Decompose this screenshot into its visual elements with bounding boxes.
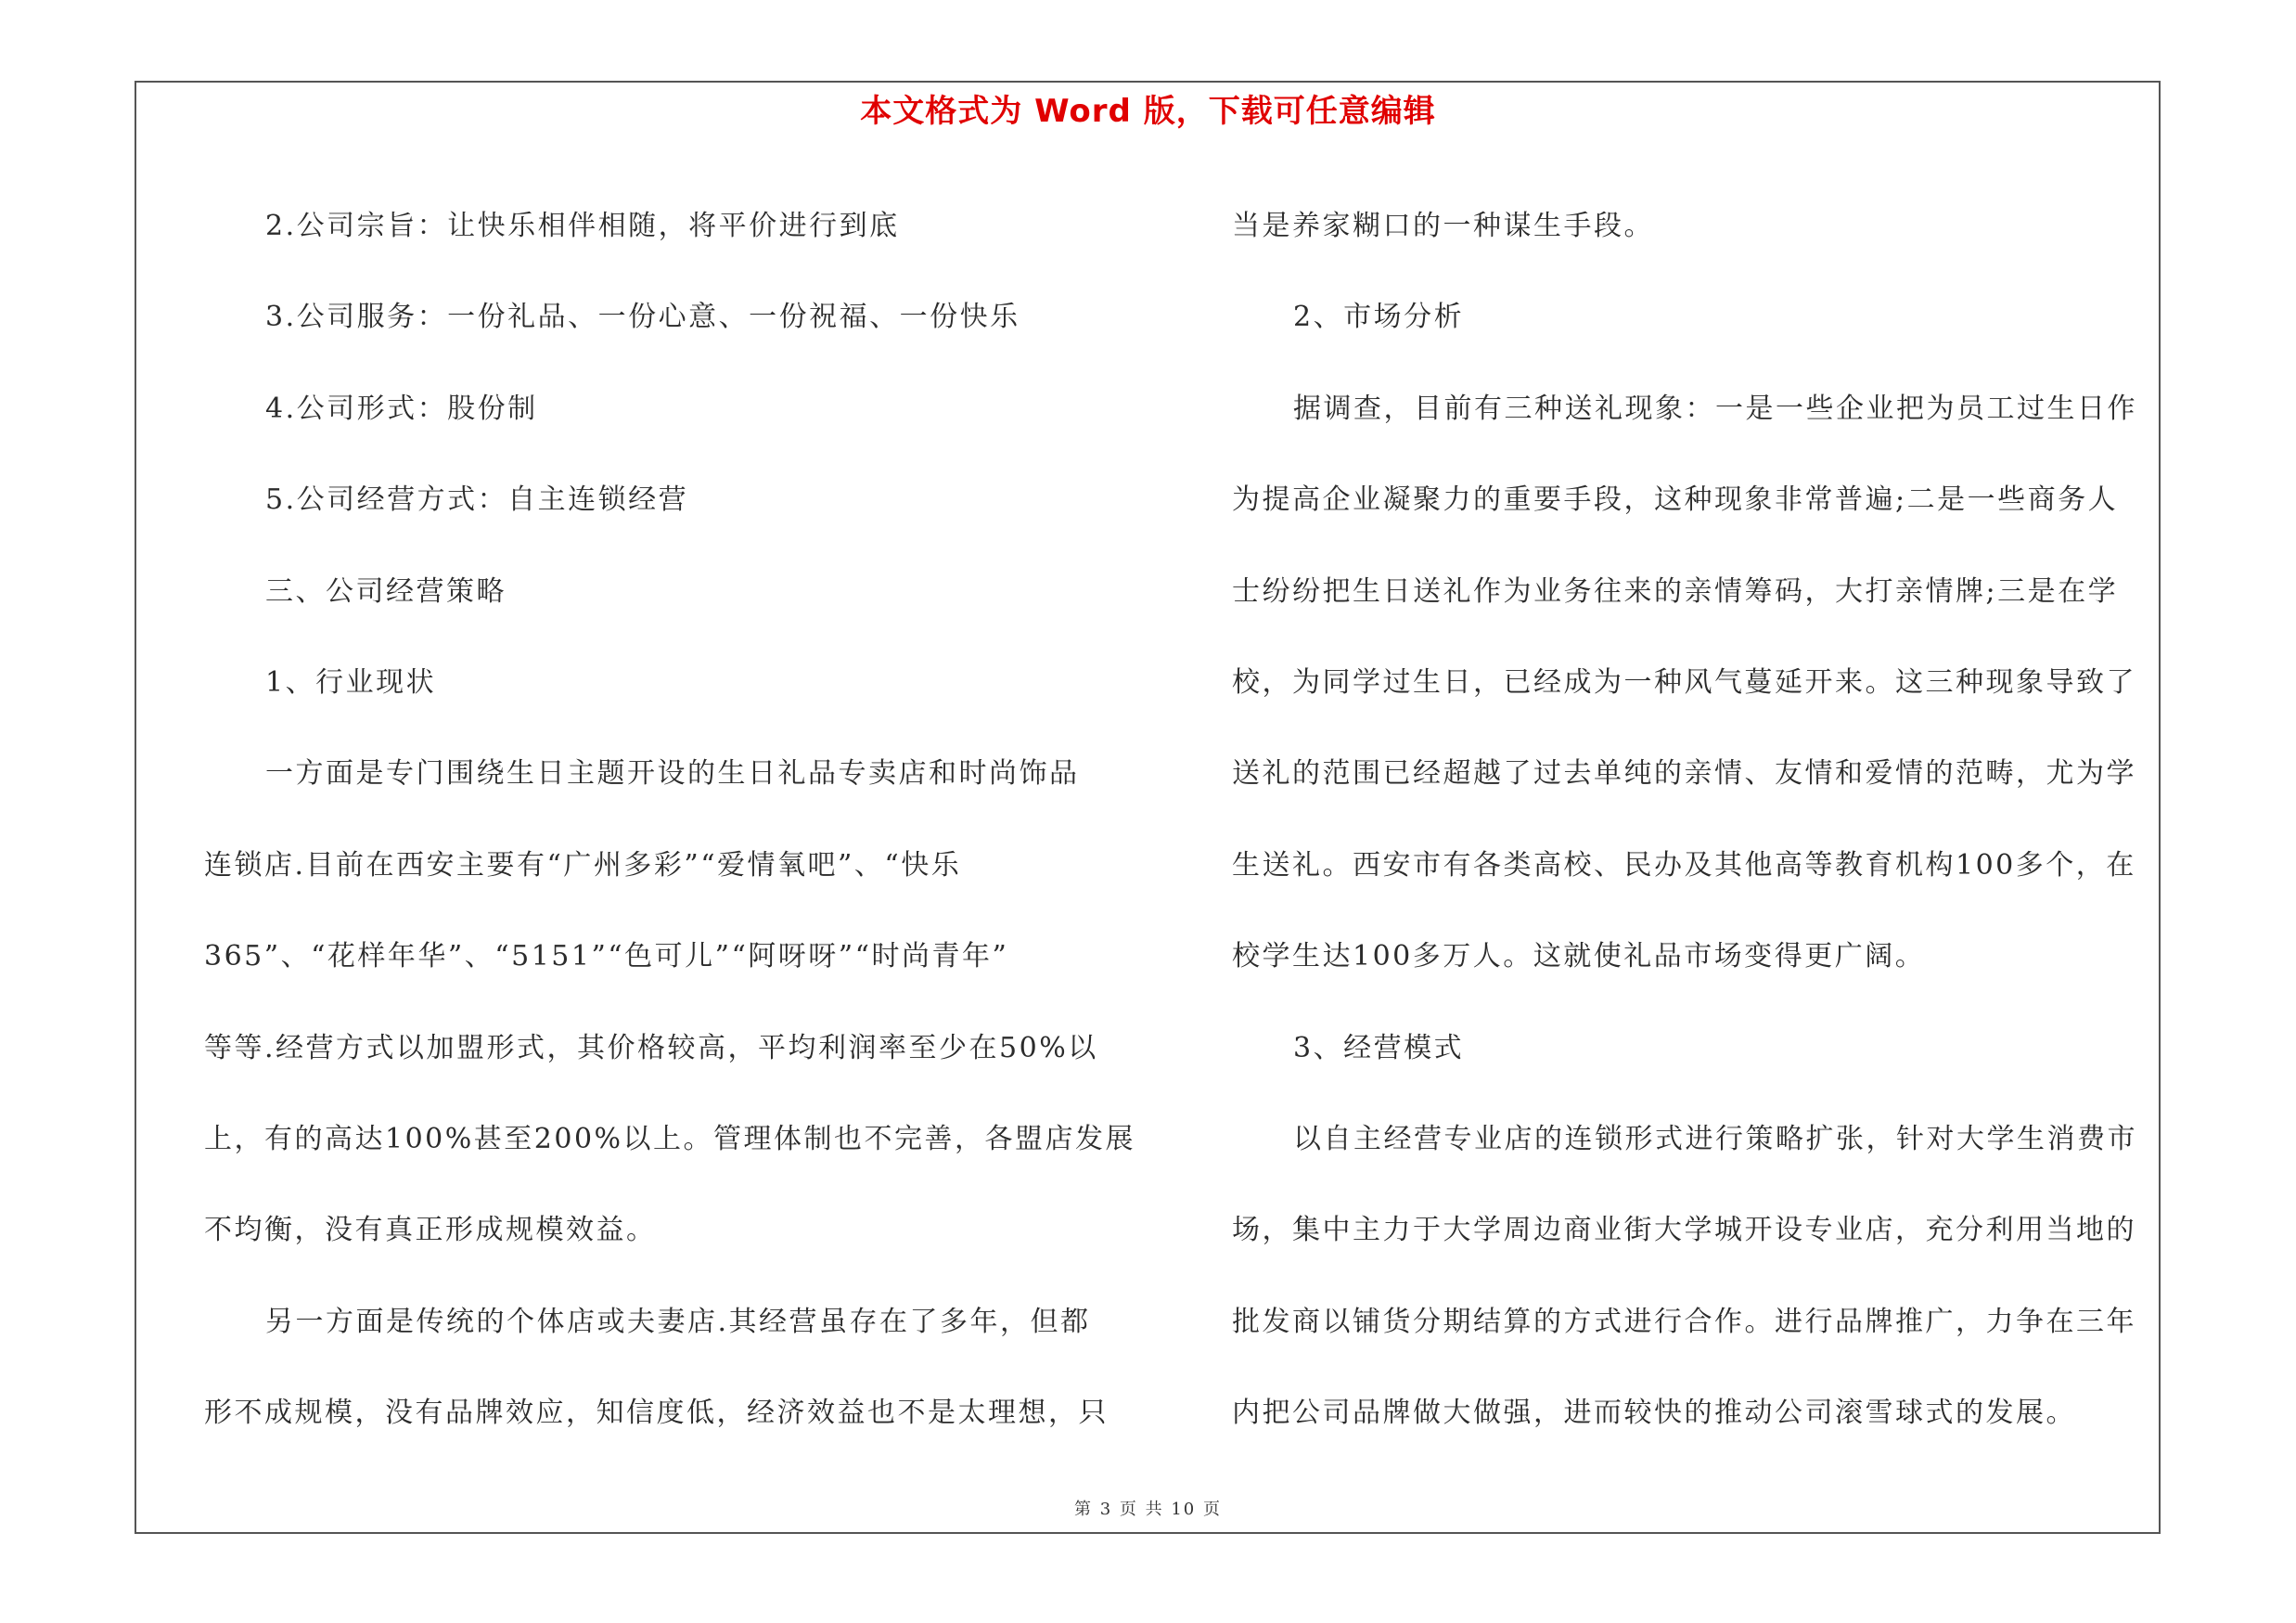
body-line: 据调查，目前有三种送礼现象：一是一些企业把为员工过生日作	[1293, 392, 2137, 425]
body-line: 形不成规模，没有品牌效应，知信度低，经济效益也不是太理想，只	[204, 1397, 1109, 1430]
section-heading-strategy: 三、公司经营策略	[265, 574, 507, 608]
body-line: 以自主经营专业店的连锁形式进行策略扩张，针对大学生消费市	[1293, 1123, 2137, 1156]
body-line: 365”、“花样年华”、“5151”“色可儿”“阿呀呀”“时尚青年”	[204, 940, 1009, 973]
word-format-banner: 本文格式为 Word 版，下载可任意编辑	[860, 93, 1436, 130]
body-line: 另一方面是传统的个体店或夫妻店.其经营虽存在了多年，但都	[265, 1305, 1091, 1338]
subheading-business-model: 3、经营模式	[1293, 1031, 1465, 1064]
left-column	[204, 181, 1136, 1460]
body-line: 批发商以铺货分期结算的方式进行合作。进行品牌推广，力争在三年	[1232, 1305, 2136, 1338]
body-line: 送礼的范围已经超越了过去单纯的亲情、友情和爱情的范畴，尤为学	[1232, 757, 2136, 791]
body-line: 等等.经营方式以加盟形式，其价格较高，平均利润率至少在50%以	[204, 1031, 1098, 1064]
body-line: 场，集中主力于大学周边商业街大学城开设专业店，充分利用当地的	[1232, 1214, 2136, 1247]
body-line: 当是养家糊口的一种谋生手段。	[1232, 210, 1654, 242]
body-line: 一方面是专门围绕生日主题开设的生日礼品专卖店和时尚饰品	[265, 757, 1080, 791]
body-line: 为提高企业凝聚力的重要手段，这种现象非常普遍;二是一些商务人	[1232, 483, 2119, 517]
body-line: 不均衡，没有真正形成规模效益。	[204, 1214, 657, 1247]
line-company-service: 3.公司服务：一份礼品、一份心意、一份祝福、一份快乐	[265, 301, 1020, 334]
body-line: 内把公司品牌做大做强，进而较快的推动公司滚雪球式的发展。	[1232, 1397, 2076, 1430]
page-number: 第 3 页 共 10 页	[1074, 1500, 1222, 1519]
body-line: 生送礼。西安市有各类高校、民办及其他高等教育机构100多个，在	[1232, 848, 2136, 882]
subheading-industry-status: 1、行业现状	[265, 666, 437, 700]
body-line: 校，为同学过生日，已经成为一种风气蔓延开来。这三种现象导致了	[1232, 666, 2136, 700]
body-line: 校学生达100多万人。这就使礼品市场变得更广阔。	[1232, 940, 1926, 973]
line-company-purpose: 2.公司宗旨：让快乐相伴相随，将平价进行到底	[265, 210, 900, 242]
line-business-mode: 5.公司经营方式：自主连锁经营	[265, 483, 689, 517]
body-line: 连锁店.目前在西安主要有“广州多彩”“爱情氧吧”、“快乐	[204, 848, 962, 882]
body-line: 士纷纷把生日送礼作为业务往来的亲情筹码，大打亲情牌;三是在学	[1232, 574, 2119, 608]
body-line: 上，有的高达100%甚至200%以上。管理体制也不完善，各盟店发展	[204, 1123, 1136, 1156]
right-column	[1232, 181, 2155, 1460]
subheading-market-analysis: 2、市场分析	[1293, 301, 1465, 334]
line-company-form: 4.公司形式：股份制	[265, 392, 538, 425]
